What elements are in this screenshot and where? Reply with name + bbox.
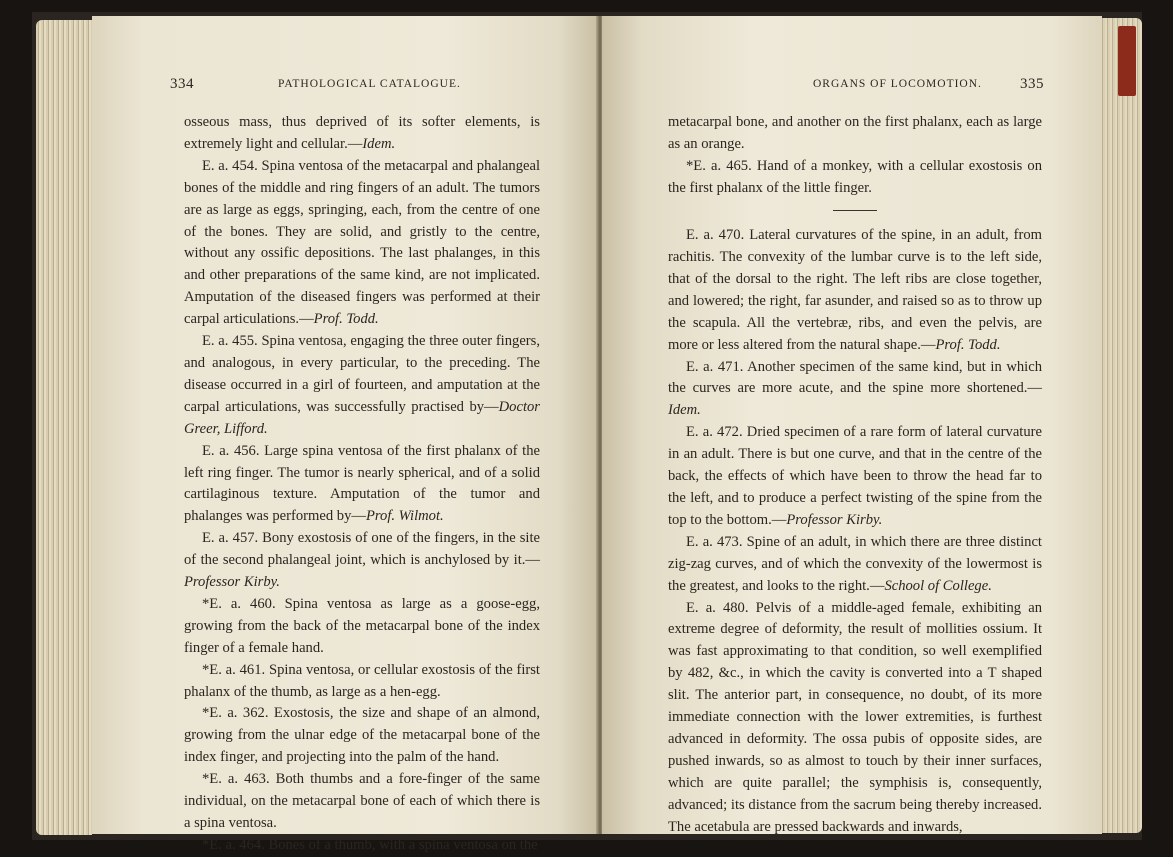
catalogue-entry	[184, 660, 540, 704]
entry-text: *E. a. 362. Exostosis, the size and shape of an almond, growing from the ulnar edge of the metacarpal bone of the index finger, and projecting into the palm of the hand.	[184, 705, 540, 766]
catalogue-entry	[668, 598, 1042, 839]
right-page-body	[668, 112, 1042, 839]
left-running-head	[170, 76, 546, 98]
right-running-head	[668, 76, 1044, 98]
right-page-number: 335	[1020, 76, 1044, 92]
left-page-number: 334	[170, 76, 194, 92]
left-page-edges	[36, 20, 92, 835]
entry-source: Professor Kirby.	[786, 511, 883, 528]
entry-source: Idem.	[668, 402, 701, 419]
catalogue-entry	[668, 156, 1042, 200]
entry-text: osseous mass, thus deprived of its softer elements, is extremely light and cellular.—	[184, 114, 540, 152]
entry-text: E. a. 480. Pelvis of a middle-aged female, exhibiting an extreme degree of deformity, the result of mollities ossium. It was fast approximating to that condition, so well exemplified by 482, &c., in which the cavity is converted into a T shaped slit. The anterior part, in consequence, no doubt, of its more immediate connection with the lower extremities, is furthest advanced in deformity. The ossa pubis of opposite sides, are pushed inwards, so as almost to touch by their inner surfaces, which are quite parallel; the symphisis is, consequently, advanced; its distance from the sacrum being thereby increased. The acetabula are pressed backwards and inwards,	[668, 599, 1042, 835]
entry-text: *E. a. 464. Bones of a thumb, with a spina ventosa on the	[202, 836, 538, 853]
section-divider	[833, 210, 877, 212]
entry-source: Professor Kirby.	[184, 574, 280, 591]
catalogue-entry	[668, 357, 1042, 423]
catalogue-entry	[184, 528, 540, 594]
entry-text: *E. a. 460. Spina ventosa as large as a goose-egg, growing from the back of the metacarpal bone of the index finger of a female hand.	[184, 595, 540, 656]
entry-text: E. a. 471. Another specimen of the same kind, but in which the curves are more acute, and the spine more shortened.—	[668, 358, 1042, 397]
catalogue-entry	[668, 422, 1042, 532]
catalogue-entry	[184, 156, 540, 331]
entry-text: E. a. 470. Lateral curvatures of the spine, in an adult, from rachitis. The convexity of the lumbar curve is to the left side, that of the dorsal to the right. The left ribs are close together, and lowered; the right, far asunder, and raised so as to throw up the scapula. All the vertebræ, ribs, and even the pelvis, are more or less altered from the natural shape.—	[668, 227, 1042, 353]
right-running-title: ORGANS OF LOCOMOTION.	[813, 78, 982, 90]
catalogue-entry	[184, 703, 540, 769]
entry-text: *E. a. 463. Both thumbs and a fore-finger of the same individual, on the metacarpal bone of each of which there is a spina ventosa.	[184, 771, 540, 831]
entry-text: *E. a. 461. Spina ventosa, or cellular exostosis of the first phalanx of the thumb, as large as a hen-egg.	[184, 661, 540, 700]
entry-text: E. a. 473. Spine of an adult, in which there are three distinct zig-zag curves, and of which the convexity of the lowermost is the greatest, and looks to the right.—	[668, 533, 1042, 594]
entry-text: E. a. 457. Bony exostosis of one of the fingers, in the site of the second phalangeal joint, which is anchylosed by it.—	[184, 530, 540, 569]
entry-text: metacarpal bone, and another on the first phalanx, each as large as an orange.	[668, 114, 1042, 152]
catalogue-entry	[184, 112, 540, 156]
right-body-after-rule	[668, 225, 1042, 838]
bookmark-tab	[1118, 26, 1136, 96]
entry-source: Prof. Todd.	[313, 311, 379, 328]
entry-source: School of College.	[884, 577, 992, 594]
entry-source: Doctor Greer, Lifford.	[184, 398, 540, 437]
catalogue-entry	[184, 331, 540, 441]
entry-source: Prof. Todd.	[935, 336, 1001, 353]
left-running-title: PATHOLOGICAL CATALOGUE.	[278, 78, 461, 90]
catalogue-entry	[668, 532, 1042, 598]
entry-text: E. a. 472. Dried specimen of a rare form of lateral curvature in an adult. There is but one curve, and that in the centre of the back, the effects of which have been to throw the head far to the left, and to produce a perfect twisting of the spine from the top to the bottom.—	[668, 424, 1042, 528]
left-page-body	[184, 112, 540, 857]
entry-text: E. a. 455. Spina ventosa, engaging the three outer fingers, and analogous, in every particular, to the preceding. The disease occurred in a girl of fourteen, and amputation at the carpal articulations, was successfully practised by—	[184, 333, 540, 415]
catalogue-entry	[184, 594, 540, 660]
left-page	[92, 16, 598, 853]
right-page	[602, 16, 1102, 834]
entry-text: E. a. 454. Spina ventosa of the metacarpal and phalangeal bones of the middle and ring fingers of an adult. The tumors are as large as eggs, springing, each, from the centre of one of the bones. They are solid, and gristly to the centre, without any ossific depositions. The last phalanges, in this and other preparations of the same kind, are not implicated. Amputation of the diseased fingers was performed at their carpal articulations.—	[184, 157, 540, 328]
right-page-edges	[1100, 18, 1142, 833]
entry-text: E. a. 456. Large spina ventosa of the first phalanx of the left ring finger. The tumor is nearly spherical, and of a solid cartilaginous texture. Amputation of the tumor and phalanges was performed by—	[184, 442, 540, 525]
right-body-before-rule	[668, 112, 1042, 200]
catalogue-entry	[184, 441, 540, 529]
catalogue-entry	[668, 225, 1042, 356]
entry-source: Prof. Wilmot.	[365, 508, 444, 525]
entry-source: Idem.	[362, 135, 396, 152]
entry-text: *E. a. 465. Hand of a monkey, with a cellular exostosis on the first phalanx of the little finger.	[668, 157, 1042, 196]
catalogue-entry	[184, 769, 540, 835]
catalogue-entry	[668, 112, 1042, 156]
